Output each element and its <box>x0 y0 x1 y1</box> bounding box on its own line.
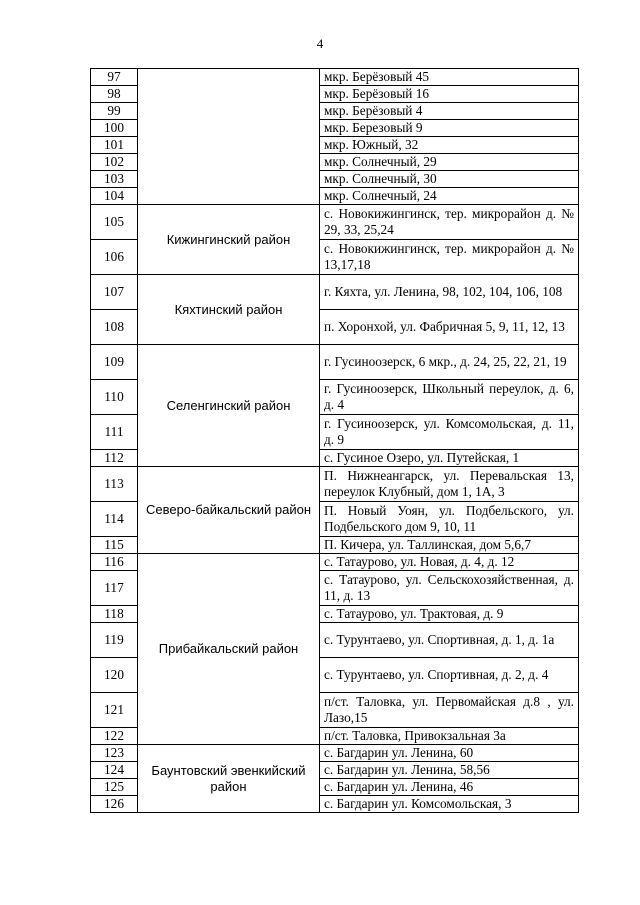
row-number: 119 <box>91 623 138 658</box>
table-row <box>91 554 579 571</box>
row-number: 112 <box>91 450 138 467</box>
address-cell: с. Гусиное Озеро, ул. Путейская, 1 <box>320 450 579 467</box>
table-row <box>91 745 579 762</box>
row-number: 121 <box>91 693 138 728</box>
address-table <box>90 68 579 813</box>
address-cell: г. Гусиноозерск, ул. Комсомольская, д. 11, д. 9 <box>320 415 579 450</box>
row-number: 115 <box>91 537 138 554</box>
address-cell: П. Новый Уоян, ул. Подбельского, ул. Подбельского дом 9, 10, 11 <box>320 502 579 537</box>
address-cell: с. Багдарин ул. Ленина, 60 <box>320 745 579 762</box>
address-cell: мкр. Южный, 32 <box>320 137 579 154</box>
district-cell-continued <box>138 69 320 205</box>
address-cell: с. Багдарин ул. Ленина, 46 <box>320 779 579 796</box>
row-number: 98 <box>91 86 138 103</box>
address-cell: мкр. Березовый 9 <box>320 120 579 137</box>
address-cell: мкр. Солнечный, 29 <box>320 154 579 171</box>
address-cell: мкр. Берёзовый 4 <box>320 103 579 120</box>
address-cell: мкр. Солнечный, 30 <box>320 171 579 188</box>
address-cell: П. Кичера, ул. Таллинская, дом 5,6,7 <box>320 537 579 554</box>
row-number: 100 <box>91 120 138 137</box>
address-cell: п/ст. Таловка, ул. Первомайская д.8 , ул. Лазо,15 <box>320 693 579 728</box>
row-number: 105 <box>91 205 138 240</box>
row-number: 114 <box>91 502 138 537</box>
row-number: 103 <box>91 171 138 188</box>
row-number: 109 <box>91 345 138 380</box>
district-cell: Баунтовский эвенкийский район <box>138 745 320 813</box>
address-cell: мкр. Берёзовый 16 <box>320 86 579 103</box>
address-cell: п/ст. Таловка, Привокзальная 3а <box>320 728 579 745</box>
address-cell: с. Татаурово, ул. Трактовая, д. 9 <box>320 606 579 623</box>
address-cell: с. Турунтаево, ул. Спортивная, д. 2, д. 4 <box>320 658 579 693</box>
row-number: 107 <box>91 275 138 310</box>
address-cell: с. Новокижингинск, тер. микрорайон д. № 29, 33, 25,24 <box>320 205 579 240</box>
address-cell: с. Багдарин ул. Комсомольская, 3 <box>320 796 579 813</box>
row-number: 111 <box>91 415 138 450</box>
row-number: 113 <box>91 467 138 502</box>
row-number: 117 <box>91 571 138 606</box>
page-number: 4 <box>316 36 324 51</box>
address-cell: мкр. Берёзовый 45 <box>320 69 579 86</box>
address-cell: г. Кяхта, ул. Ленина, 98, 102, 104, 106, 108 <box>320 275 579 310</box>
row-number: 125 <box>91 779 138 796</box>
address-cell: г. Гусиноозерск, 6 мкр., д. 24, 25, 22, 21, 19 <box>320 345 579 380</box>
district-cell: Северо-байкальский район <box>138 467 320 554</box>
row-number: 99 <box>91 103 138 120</box>
table-row <box>91 275 579 310</box>
row-number: 118 <box>91 606 138 623</box>
row-number: 123 <box>91 745 138 762</box>
address-cell: с. Турунтаево, ул. Спортивная, д. 1, д. 1а <box>320 623 579 658</box>
row-number: 110 <box>91 380 138 415</box>
row-number: 108 <box>91 310 138 345</box>
address-cell: г. Гусиноозерск, Школьный переулок, д. 6, д. 4 <box>320 380 579 415</box>
address-cell: с. Новокижингинск, тер. микрорайон д. № 13,17,18 <box>320 240 579 275</box>
table-row <box>91 205 579 240</box>
row-number: 126 <box>91 796 138 813</box>
row-number: 104 <box>91 188 138 205</box>
row-number: 116 <box>91 554 138 571</box>
table-row <box>91 69 579 86</box>
district-cell: Селенгинский район <box>138 345 320 467</box>
row-number: 120 <box>91 658 138 693</box>
district-cell: Прибайкальский район <box>138 554 320 745</box>
district-cell: Кижингинский район <box>138 205 320 275</box>
table-row <box>91 467 579 502</box>
address-cell: с. Багдарин ул. Ленина, 58,56 <box>320 762 579 779</box>
table-row <box>91 345 579 380</box>
row-number: 106 <box>91 240 138 275</box>
row-number: 124 <box>91 762 138 779</box>
address-cell: с. Татаурово, ул. Сельскохозяйственная, д. 11, д. 13 <box>320 571 579 606</box>
row-number: 122 <box>91 728 138 745</box>
district-cell: Кяхтинский район <box>138 275 320 345</box>
address-cell: П. Нижнеангарск, ул. Перевальская 13, переулок Клубный, дом 1, 1А, 3 <box>320 467 579 502</box>
address-cell: мкр. Солнечный, 24 <box>320 188 579 205</box>
row-number: 97 <box>91 69 138 86</box>
row-number: 101 <box>91 137 138 154</box>
address-cell: с. Татаурово, ул. Новая, д. 4, д. 12 <box>320 554 579 571</box>
row-number: 102 <box>91 154 138 171</box>
address-cell: п. Хоронхой, ул. Фабричная 5, 9, 11, 12, 13 <box>320 310 579 345</box>
